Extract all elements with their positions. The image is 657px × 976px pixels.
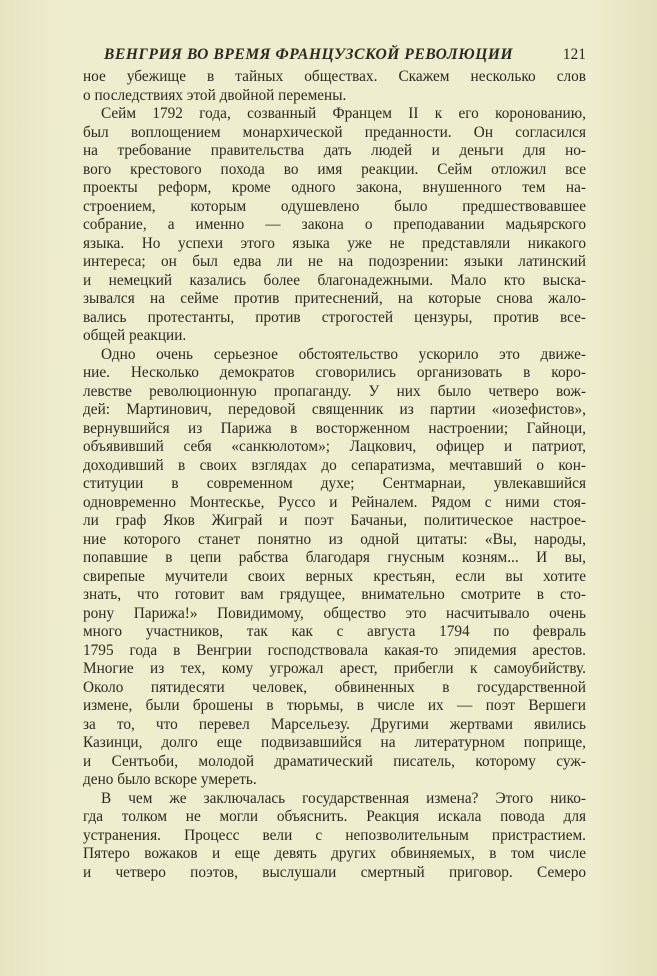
text-line: за то, что перевел Марсельезу. Другими жертвами явились xyxy=(83,715,586,733)
text-line: дей: Мартинович, передовой священник из партии «иозефистов», xyxy=(83,401,586,418)
text-line: общей реакции. xyxy=(83,327,187,344)
text-line: объявивший себя «санкюлотом»; Лацкович, офицер и патриот, xyxy=(83,438,586,455)
running-title: ВЕНГРИЯ ВО ВРЕМЯ ФРАНЦУЗСКОЙ РЕВОЛЮЦИИ xyxy=(104,46,514,63)
text-line: свирепые мучители своих верных крестьян, если вы хотите xyxy=(83,567,586,585)
text-line: Многие из тех, кому угрожал арест, прибегли к самоубийству. xyxy=(83,660,586,677)
text-line: зывался на сейме против притеснений, на которые снова жало- xyxy=(83,290,586,307)
text-line: вого крестового похода во имя реакции. Сейм отложил все xyxy=(83,160,586,178)
text-line: языка. Но успехи этого языка уже не представляли никакого xyxy=(83,234,586,252)
text-line: Казинци, долго еще подвизавшийся на литературном поприще, xyxy=(83,734,586,751)
text-line: рону Парижа!» Повидимому, общество это насчитывало очень xyxy=(83,604,586,622)
text-line: измене, были брошены в тюрьмы, в числе их — поэт Вершеги xyxy=(83,697,586,714)
text-line: Пятеро вожаков и еще девять других обвиняемых, в том числе xyxy=(83,845,586,862)
text-line: ное убежище в тайных обществах. Скажем несколько слов xyxy=(83,68,586,85)
text-line: был воплощением монархической преданности. Он согласился xyxy=(83,123,586,141)
page-number: 121 xyxy=(562,46,586,63)
page-header xyxy=(104,46,586,66)
text-line: одновременно Монтескье, Руссо и Рейналем. Рядом с ними стоя- xyxy=(83,493,586,511)
text-line: строением, которым одушевлено было предшествовавшее xyxy=(83,197,586,215)
text-line: о последствиях этой двойной перемены. xyxy=(83,86,347,104)
text-line: интереса; он был едва ли не на подозрении: языки латинский xyxy=(83,253,586,270)
text-line: дено было вскоре умереть. xyxy=(83,771,257,788)
text-line: доходивший в своих взглядах до сепаратизма, мечтавший о кон- xyxy=(83,456,586,474)
text-line: Одно очень серьезное обстоятельство ускорило это движе- xyxy=(101,345,586,363)
text-line: ние. Несколько демократов сговорились организовать в коро- xyxy=(83,364,586,381)
text-line: вались протестанты, против строгостей цензуры, против все- xyxy=(83,308,586,326)
text-line: ституции в современном духе; Сентмарнаи, увлекавшийся xyxy=(83,475,586,492)
text-line: В чем же заключалась государственная измена? Этого нико- xyxy=(101,789,586,807)
text-line: знать, что готовит вам грядущее, внимательно смотрите в сто- xyxy=(83,586,586,603)
body-text xyxy=(83,68,586,882)
text-line: левстве революционную пропаганду. У них было четверо вож- xyxy=(83,382,586,400)
text-line: и четверо поэтов, выслушали смертный приговор. Семеро xyxy=(83,863,586,881)
text-line: ли граф Яков Жиграй и поэт Бачаньи, политическое настрое- xyxy=(83,512,586,529)
text-line: собрание, а именно — закона о преподавании мадьярского xyxy=(83,216,586,233)
text-line: много участников, так как с августа 1794 по февраль xyxy=(83,623,586,640)
text-line: проекты реформ, кроме одного закона, внушенного тем на- xyxy=(83,179,586,196)
text-line: 1795 года в Венгрии господствовала какая-то эпидемия арестов. xyxy=(83,641,586,659)
text-line: Около пятидесяти человек, обвиненных в государственной xyxy=(83,678,586,696)
text-line: на требование правительства дать людей и деньги для но- xyxy=(83,142,586,159)
text-line: попавшие в цепи рабства благодаря гнусным козням... И вы, xyxy=(83,549,586,566)
text-line: и немецкий казались более благонадежными. Мало кто выска- xyxy=(83,271,586,289)
text-line: и Сентьоби, молодой драматический писатель, которому суж- xyxy=(83,752,586,770)
text-line: ние которого станет понятно из одной цитаты: «Вы, народы, xyxy=(83,530,586,548)
text-line: вернувшийся из Парижа в восторженном настроении; Гайноци, xyxy=(83,419,586,437)
text-line: Сейм 1792 года, созванный Францем II к его коронованию, xyxy=(101,105,586,122)
text-line: гда толком не могли объяснить. Реакция искала повода для xyxy=(83,808,586,825)
text-line: устранения. Процесс вели с непозволительным пристрастием. xyxy=(83,826,586,844)
